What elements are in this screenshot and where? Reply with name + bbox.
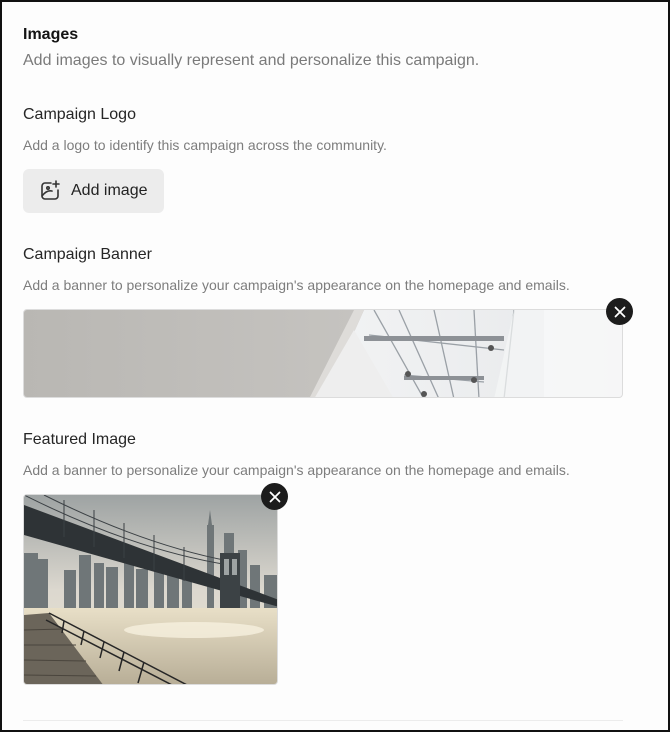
campaign-logo-title: Campaign Logo [23, 106, 136, 123]
featured-image-description: Add a banner to personalize your campaign's appearance on the homepage and emails. [23, 462, 570, 478]
remove-featured-image-button[interactable] [261, 483, 288, 510]
close-icon [269, 491, 281, 503]
featured-image-title: Featured Image [23, 431, 136, 448]
remove-banner-button[interactable] [606, 298, 633, 325]
campaign-banner-description: Add a banner to personalize your campaign's appearance on the homepage and emails. [23, 277, 570, 293]
divider [23, 720, 623, 721]
section-title: Images [23, 26, 79, 43]
add-image-button[interactable] [23, 169, 164, 213]
add-image-label: Add image [71, 182, 148, 199]
campaign-banner-title: Campaign Banner [23, 246, 152, 263]
campaign-logo-description: Add a logo to identify this campaign across the community. [23, 137, 387, 153]
add-image-icon [38, 179, 62, 203]
close-icon [614, 306, 626, 318]
section-description: Add images to visually represent and personalize this campaign. [23, 52, 480, 69]
featured-image-preview [23, 494, 278, 685]
campaign-banner-image [23, 309, 623, 398]
